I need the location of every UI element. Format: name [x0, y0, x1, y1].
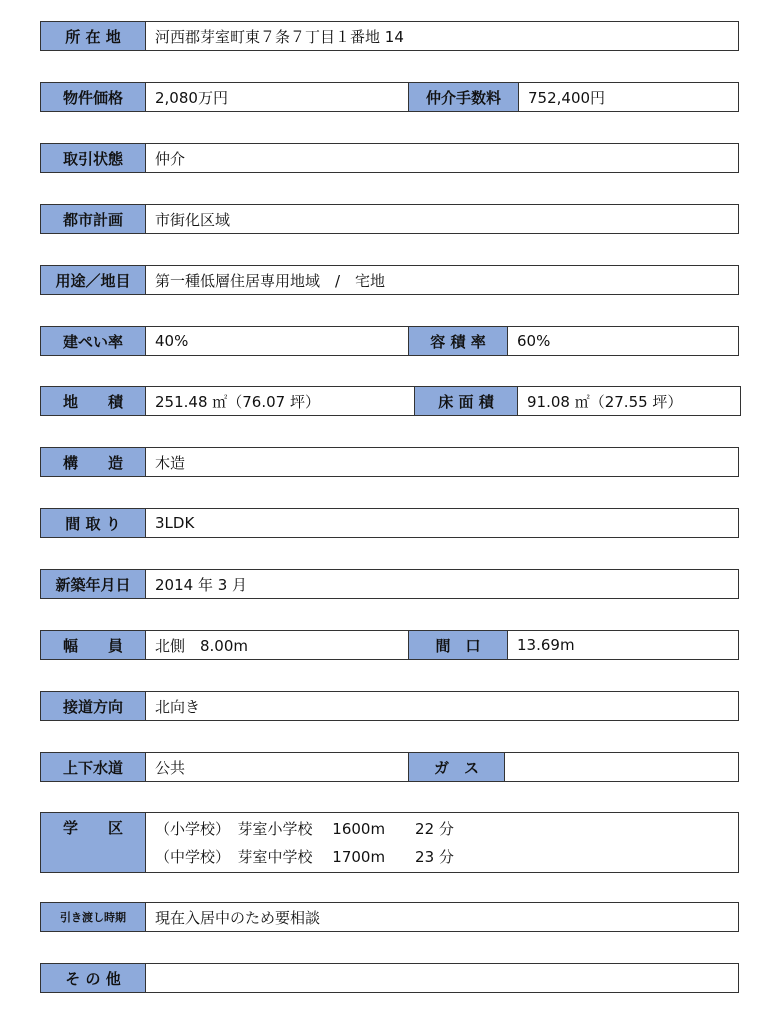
row-structure — [40, 447, 739, 477]
value-water: 公共 — [155, 758, 186, 777]
row-location — [40, 21, 739, 51]
row-layout — [40, 508, 739, 538]
label-road-width: 幅 員 — [41, 631, 146, 659]
value-built: 2014 年 3 月 — [155, 575, 248, 594]
value-price: 2,080万円 — [155, 88, 228, 107]
value-floor-area-ratio: 60% — [517, 332, 551, 350]
row-price — [40, 82, 739, 112]
value-other — [146, 964, 155, 992]
value-zoning: 第一種低層住居専用地域 / 宅地 — [155, 271, 386, 290]
value-road-direction: 北向き — [155, 697, 201, 716]
label-gas: ガ ス — [408, 753, 505, 781]
row-other — [40, 963, 739, 993]
row-zoning — [40, 265, 739, 295]
value-gas — [505, 753, 514, 781]
label-location: 所 在 地 — [41, 22, 146, 50]
label-coverage: 建ぺい率 — [41, 327, 146, 355]
label-structure: 構 造 — [41, 448, 146, 476]
label-water: 上下水道 — [41, 753, 146, 781]
value-location: 河西郡芽室町東７条７丁目１番地 14 — [155, 27, 404, 46]
row-school — [40, 812, 739, 873]
label-city-plan: 都市計画 — [41, 205, 146, 233]
row-handover — [40, 902, 739, 932]
school-junior-high: （中学校） 芽室中学校 1700m 23 分 — [155, 847, 454, 866]
label-frontage: 間 口 — [408, 631, 508, 659]
row-water — [40, 752, 739, 782]
value-road-width: 北側 8.00m — [155, 636, 249, 655]
value-handover: 現在入居中のため要相談 — [155, 908, 321, 927]
label-price: 物件価格 — [41, 83, 146, 111]
label-floor-area: 床 面 積 — [414, 387, 518, 415]
value-commission: 752,400円 — [528, 88, 606, 107]
row-built — [40, 569, 739, 599]
label-transaction: 取引状態 — [41, 144, 146, 172]
value-frontage: 13.69m — [517, 636, 575, 654]
label-school: 学 区 — [41, 813, 146, 872]
value-layout: 3LDK — [155, 514, 195, 532]
school-elementary: （小学校） 芽室小学校 1600m 22 分 — [155, 819, 454, 838]
value-coverage: 40% — [155, 332, 189, 350]
value-school — [146, 813, 454, 872]
label-commission: 仲介手数料 — [408, 83, 519, 111]
label-handover: 引き渡し時期 — [41, 903, 146, 931]
value-land-area: 251.48 ㎡（76.07 坪） — [155, 392, 320, 411]
label-land-area: 地 積 — [41, 387, 146, 415]
value-structure: 木造 — [155, 453, 186, 472]
value-transaction: 仲介 — [155, 149, 186, 168]
label-road-direction: 接道方向 — [41, 692, 146, 720]
label-other: そ の 他 — [41, 964, 146, 992]
value-floor-area: 91.08 ㎡（27.55 坪） — [527, 392, 683, 411]
label-zoning: 用途／地目 — [41, 266, 146, 294]
row-land-area — [40, 386, 741, 416]
label-built: 新築年月日 — [41, 570, 146, 598]
row-coverage — [40, 326, 739, 356]
value-city-plan: 市街化区域 — [155, 210, 231, 229]
row-transaction — [40, 143, 739, 173]
label-floor-area-ratio: 容 積 率 — [408, 327, 508, 355]
row-city-plan — [40, 204, 739, 234]
row-road-width — [40, 630, 739, 660]
row-road-direction — [40, 691, 739, 721]
label-layout: 間 取 り — [41, 509, 146, 537]
